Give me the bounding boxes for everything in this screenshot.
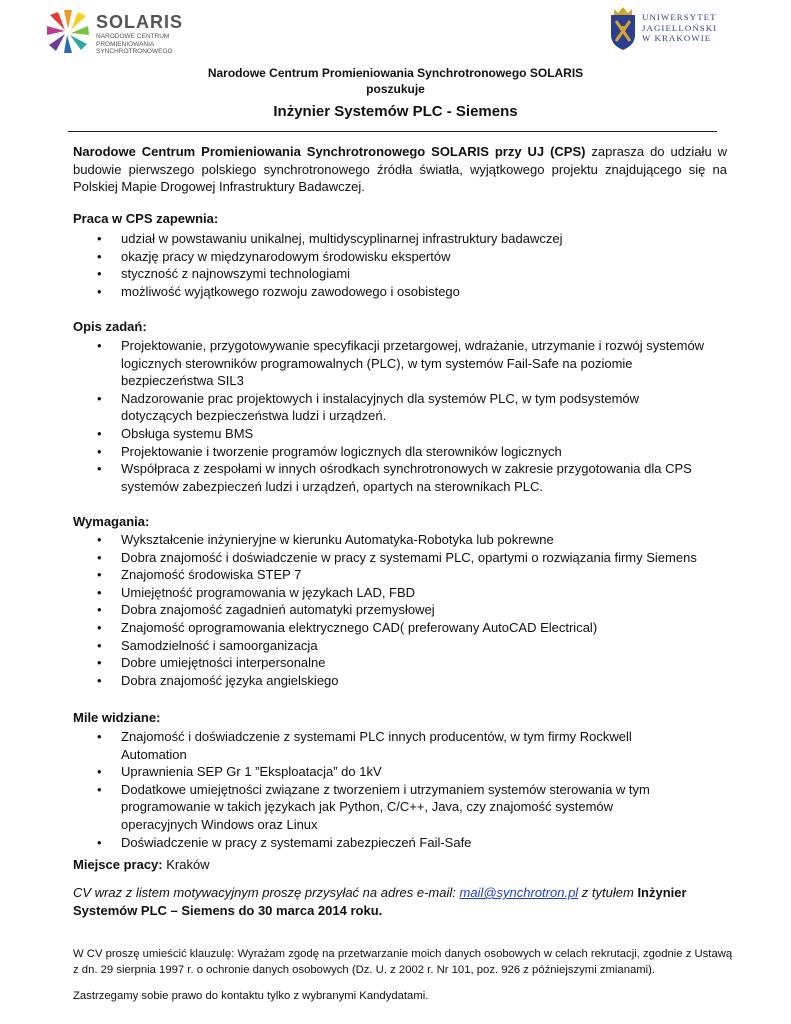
header-verb: poszukuje	[366, 82, 425, 96]
contact-note: Zastrzegamy sobie prawo do kontaktu tylko z wybranymi Kandydatami.	[73, 990, 429, 1002]
list-item: • Doświadczenie w pracy z systemami zabezpieczeń Fail-Safe	[121, 834, 693, 852]
solaris-subtitle: NARODOWE CENTRUM PROMIENIOWANIA SYNCHROTRONOWEGO	[96, 33, 173, 55]
requirements-heading: Wymagania:	[73, 514, 150, 529]
nice-list	[121, 728, 693, 851]
uj-name-line1: UNIWERSYTET	[642, 12, 717, 22]
list-item: • Znajomość środowiska STEP 7	[121, 566, 721, 584]
list-item: • Wykształcenie inżynieryjne w kierunku Automatyka-Robotyka lub pokrewne	[121, 531, 721, 549]
solaris-logo	[44, 8, 184, 56]
list-item: • Projektowanie i tworzenie programów logicznych dla sterowników logicznych	[121, 443, 713, 461]
solaris-name: SOLARIS	[96, 12, 184, 32]
list-item: • Dobra znajomość i doświadczenie w pracy z systemami PLC, opartymi o rozwiązania firmy Siemens	[121, 549, 721, 567]
cv-text: CV wraz z listem motywacyjnym proszę przysyłać na adres e-mail:	[73, 885, 460, 900]
organization-name: Narodowe Centrum Promieniowania Synchrotronowego SOLARIS	[207, 66, 584, 80]
list-item: • Współpraca z zespołami w innych ośrodkach synchrotronowych w zakresie przygotowania dla CPS systemów zabezpieczeń ludzi i urządzeń, opartych na sterownikach PLC.	[121, 460, 713, 495]
list-item: • styczność z najnowszymi technologiami	[121, 265, 721, 283]
intro-paragraph	[73, 143, 727, 196]
uj-name-line2: JAGIELLOŃSKI	[642, 22, 718, 33]
requirements-list	[121, 531, 721, 689]
uj-crest-icon	[608, 5, 638, 51]
job-title: Inżynier Systemów PLC - Siemens	[273, 103, 518, 120]
intro-text: zaprasza do udziału w budowie pierwszego polskiego synchrotronowego źródła światła, wyjątkowego projektu znajdującego się na Polskiej Mapie Drogowej Infrastruktury Badawczej.	[73, 144, 727, 194]
list-item: • Dodatkowe umiejętności związane z tworzeniem i utrzymaniem systemów sterowania w tym programowanie w takich językach jak Python, C/C++, Java, czy znajomość systemów operacyjnych Windows oraz Linux	[121, 781, 693, 834]
list-item: • Uprawnienia SEP Gr 1 ”Eksploatacja” do 1kV	[121, 763, 693, 781]
list-item: • Samodzielność i samoorganizacja	[121, 637, 721, 655]
privacy-clause: W CV proszę umieścić klauzulę: Wyrażam zgodę na przetwarzanie moich danych osobowych w celach rekrutacji, zgodnie z Ustawą z dn. 29 sierpnia 1997 r. o ochronie danych osobowych (Dz. U. z 2002 r. Nr 101, poz. 926 z późniejszymi zmianami).	[73, 948, 733, 976]
header-divider	[68, 131, 717, 132]
cv-subject: Inżynier Systemów PLC – Siemens do 30 marca 2014 roku.	[73, 885, 687, 918]
duties-list	[121, 337, 713, 495]
list-item: • okazję pracy w międzynarodowym środowisku ekspertów	[121, 248, 721, 266]
list-item: • Znajomość oprogramowania elektrycznego CAD( preferowany AutoCAD Electrical)	[121, 619, 721, 637]
offer-list	[121, 230, 721, 300]
duties-heading: Opis zadań:	[73, 319, 147, 334]
offer-heading: Praca w CPS zapewnia:	[73, 211, 219, 226]
uj-logo	[608, 5, 728, 55]
cv-instructions	[73, 884, 727, 920]
list-item: • udział w powstawaniu unikalnej, multidyscyplinarnej infrastruktury badawczej	[121, 230, 721, 248]
workplace-value: Kraków	[162, 857, 210, 872]
list-item: • Dobre umiejętności interpersonalne	[121, 654, 721, 672]
list-item: • Obsługa systemu BMS	[121, 425, 713, 443]
solaris-sun-icon	[44, 8, 92, 54]
workplace	[73, 857, 210, 872]
list-item: • Projektowanie, przygotowywanie specyfikacji przetargowej, wdrażanie, utrzymanie i rozwój systemów logicznych sterowników programowalnych (PLC), w tym systemów Fail-Safe na poziomie bezpieczeństwa SIL3	[121, 337, 713, 390]
list-item: • możliwość wyjątkowego rozwoju zawodowego i osobistego	[121, 283, 721, 301]
nice-heading: Mile widziane:	[73, 710, 161, 725]
list-item: • Dobra znajomość zagadnień automatyki przemysłowej	[121, 601, 721, 619]
list-item: • Dobra znajomość języka angielskiego	[121, 672, 721, 690]
intro-bold: Narodowe Centrum Promieniowania Synchrotronowego SOLARIS przy UJ (CPS)	[73, 144, 586, 159]
list-item: • Znajomość i doświadczenie z systemami PLC innych producentów, w tym firmy Rockwell Automation	[121, 728, 693, 763]
list-item: • Umiejętność programowania w językach LAD, FBD	[121, 584, 721, 602]
cv-email-link[interactable]: mail@synchrotron.pl	[459, 885, 579, 900]
list-item: • Nadzorowanie prac projektowych i instalacyjnych dla systemów PLC, w tym podsystemów dotyczących bezpieczeństwa ludzi i urządzeń.	[121, 390, 713, 425]
uj-name-line3: W KRAKOWIE	[642, 33, 712, 43]
cv-mid: z tytułem	[578, 885, 638, 900]
workplace-label: Miejsce pracy:	[73, 857, 163, 872]
